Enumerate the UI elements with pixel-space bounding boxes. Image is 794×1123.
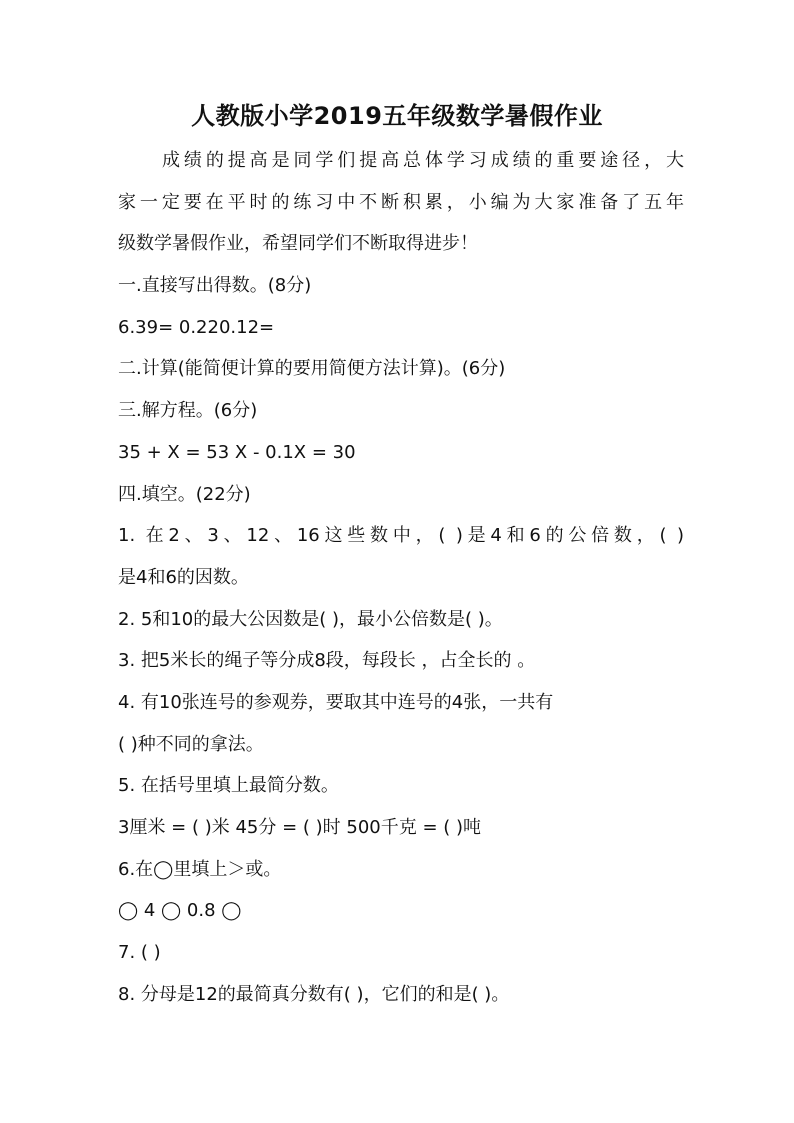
intro-line-3: 级数学暑假作业，希望同学们不断取得进步！ (118, 233, 478, 255)
section-2-heading: 二.计算(能简便计算的要用简便方法计算)。(6分) (118, 358, 506, 380)
question-4-line-1: 4. 有10张连号的参观券，要取其中连号的4张，一共有 (118, 691, 554, 713)
question-5-conversions: 3厘米 = ( )米 45分 = ( )时 500千克 = ( )吨 (118, 817, 482, 838)
question-1-line-1: 1. 在2、3、12、16这些数中，( )是4和6的公倍数，( ) (118, 525, 684, 547)
question-1-line-2: 是4和6的因数。 (118, 566, 249, 588)
question-6: 6.在◯里填上＞或。 (118, 858, 282, 880)
intro-line-2: 家一定要在平时的练习中不断积累，小编为大家准备了五年 (118, 191, 684, 213)
section-3-heading: 三.解方程。(6分) (118, 400, 258, 422)
question-4-line-2: ( )种不同的拿法。 (118, 733, 264, 755)
section-1-heading: 一.直接写出得数。(8分) (118, 275, 312, 297)
document-title: 人教版小学2019五年级数学暑假作业 (191, 102, 603, 130)
section-4-heading: 四.填空。(22分) (118, 483, 251, 505)
section-1-problems: 6.39= 0.220.12= (118, 316, 275, 338)
document-body (118, 140, 684, 1015)
section-3-equations: 35 + X = 53 X - 0.1X = 30 (118, 441, 356, 463)
question-3: 3. 把5米长的绳子等分成8段，每段长 ，占全长的 。 (118, 650, 536, 672)
question-2: 2. 5和10的最大公因数是( )，最小公倍数是( )。 (118, 608, 503, 630)
question-6-comparisons: ◯ 4 ◯ 0.8 ◯ (118, 900, 242, 922)
question-7: 7. ( ) (118, 942, 161, 964)
question-5: 5. 在括号里填上最简分数。 (118, 775, 339, 797)
intro-line-1: 成绩的提高是同学们提高总体学习成绩的重要途径，大 (162, 150, 684, 171)
question-8: 8. 分母是12的最简真分数有( )，它们的和是( )。 (118, 983, 510, 1005)
